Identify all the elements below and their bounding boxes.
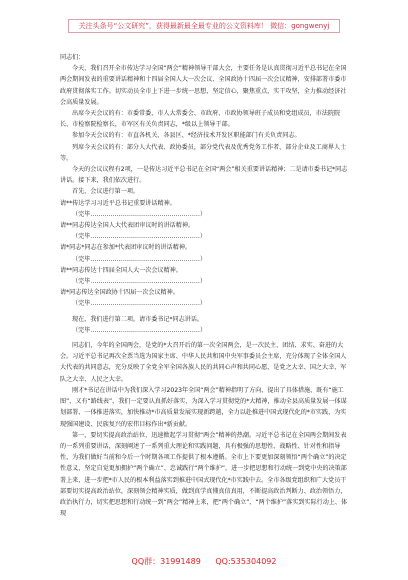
paragraph: 现在，我们进行第二项。请市委书记*同志讲话。 <box>72 315 204 323</box>
paragraph: 请**同志传达全国人大代表团审议时的讲话精神。 <box>60 222 195 230</box>
paragraph: 请**传达学习习近平总书记重要讲话精神。 <box>60 199 176 207</box>
paragraph: （完毕………………………………………………） <box>72 210 207 218</box>
paragraph: 列席今天会议的有：部分人大代表、政协委员，部分党代表及优秀党务工作者，部分企业及工商界人士等。 <box>60 143 347 162</box>
paragraph: 出席今天会议的有：市委常委、市人大常委会、市政府、市政协领导班子成员和党组成员，市法院院长、市检察院检察长，市军区有关负责同志，*级以上领导干部。 <box>60 110 341 129</box>
paragraph: 请*同志传达全国政协十四届一次会议精神。 <box>60 289 179 297</box>
promo-banner: 关注头条号“公文研究”，获得最新最全最专业的公文资料库！ 微信：gongwenyj <box>68 19 340 33</box>
paragraph: 请**同志传达十四届全国人大一次会议精神。 <box>60 266 182 274</box>
footer-qq: QQ:535304092 <box>215 557 277 566</box>
footer <box>0 556 408 567</box>
paragraph: 参加今天会议的有：市直各机关、各县区、*经济技术开发区职能部门有关负责同志。 <box>72 132 301 140</box>
document-body <box>60 52 352 519</box>
paragraph: （完毕………………………………………………） <box>72 233 207 241</box>
paragraph: 同志们： <box>60 54 85 61</box>
paragraph: 今天的会议议程有2项，一是传达习近平总书记在全国“两会”相关重要讲话精神；二是请市委书记*同志讲话。接下来，我们依次进行。 <box>60 166 348 185</box>
footer-qq-group: QQ群：31991489 <box>131 557 201 566</box>
paragraph: 第一，要切实提高政治站位，迅速掀起学习贯彻“两会”精神的热潮。习近平总书记在全国两会期间发表的一系列重要讲话，深刻阐述了一系列重大理论和实践问题，具有极强的思想性、战略性、针对性和指导性，为我们做好当前和今后一个时期各项工作提供了根本遵循。全市上下要更加深刻领悟“两个确立”的决定性意义，坚定自觉更加拥护“两个确立”、忠诚践行“两个维护”，进一步把思想和行动统一到党中央的决策部署上来，进一步把*市人民的根本利益落实到推进中国式现代化*市实践中去。全市各级党组织和广大党员干部要切实提高政治站位，深刻领会精神实质，做到真学真懂真信真用，不断提高政治判断力、政治领悟力、政治执行力，切实把思想和行动统一到“两会”精神上来，把“两个确立”、“两个维护”落实到实际行动上、体现 <box>60 431 348 518</box>
paragraph: 请*同志*同志在参加*代表团审议时的讲话精神。 <box>60 244 192 252</box>
paragraph: （完毕………………………………………………） <box>72 255 207 263</box>
paragraph: 首先，会议进行第一项。 <box>72 188 140 196</box>
paragraph: 刚才*书记在讲话中为我们深入学习2023年全国“两会”精神指明了方向、提出了具体措施，既有“施工图”，又有“路线表”，我们一定要认真抓好落实，为深入学习贯彻党的*大精神，推动全县高质量发展一体谋划部署、一体推进落实，加快推动*市高质量发展实现新跨越，全力以赴推进中国式现代化的*市实践，为实现强国建设、民族复兴的宏伟目标作出*新贡献。 <box>60 386 347 428</box>
paragraph: （完毕………………………………………………） <box>72 300 207 308</box>
paragraph: （完毕………………………………………………） <box>72 278 207 286</box>
paragraph: （完毕………………………………………………） <box>72 326 207 334</box>
paragraph: 今天，我们召开全市传达学习全国“两会”精神领导干部大会，主要任务是认真贯彻习近平总书记在全国两会期间发表的重要讲话精神和十四届全国人大一次会议、全国政协十四届一次会议精神，安排部署市委市政府贯彻落实工作。切实动员全市上下进一步统一思想，坚定信心，聚焦重点，实干攻坚，全力推动经济社会高质量发展。 <box>60 65 347 106</box>
paragraph: 同志们，今年的全国两会，是党的*大召开后的第一次全国两会，是一次民主、团结、求实、奋进的大会。习近平总书记再次全票当选为国家主席、中华人民共和国中央军事委员会主席，充分体现了全体全国人大代表的共同意志，充分反映了全党全军全国各族人民的共同心声和共同心愿，是党之大幸、国之大幸、军队之大幸、人民之大幸。 <box>60 342 347 383</box>
